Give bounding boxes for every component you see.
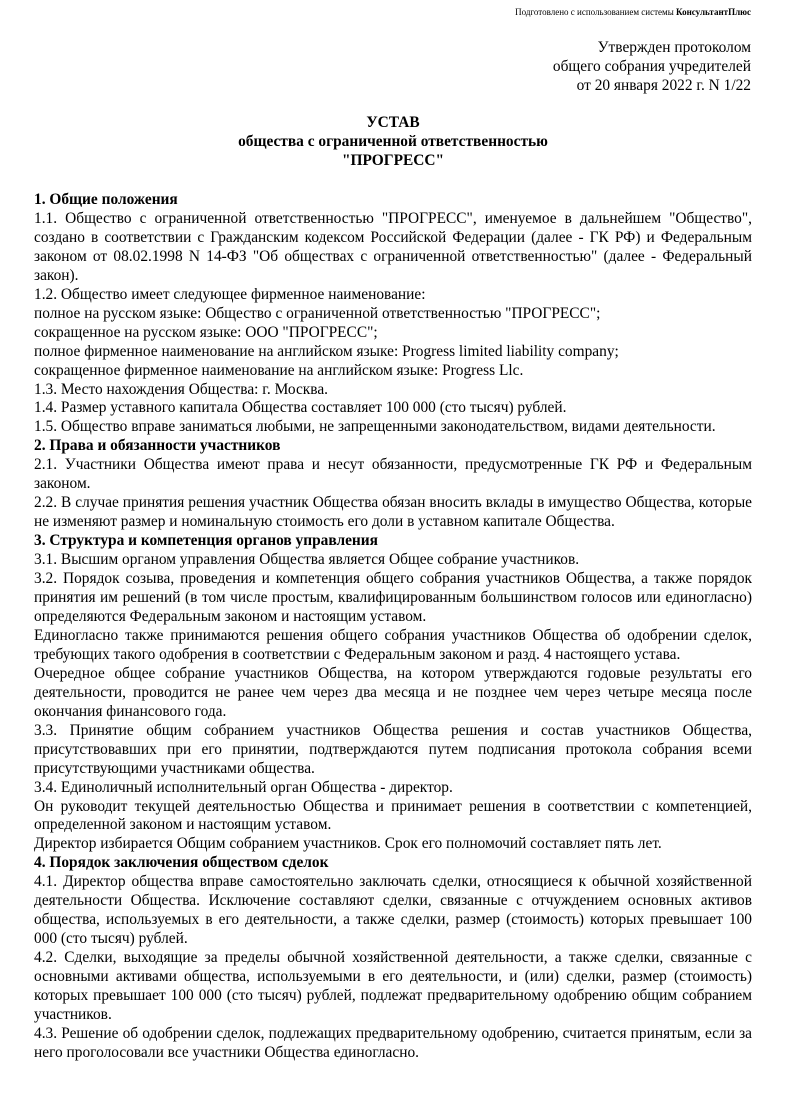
paragraph-3-4-duties: Он руководит текущей деятельностью Общества и принимает решения в соответствии с компетенцией, определенной законом и настоящим уставом. bbox=[34, 797, 752, 834]
paragraph-1-2-short-ru: сокращенное на русском языке: ООО "ПРОГРЕСС"; bbox=[34, 323, 378, 341]
paragraph-3-3: 3.3. Принятие общим собранием участников Общества решения и состав участников Общества, присутствовавших при его принятии, подтверждаются путем подписания протокола собрания всеми присутствующими участниками общества. bbox=[34, 721, 752, 777]
paragraph-1-2-full-ru: полное на русском языке: Общество с ограниченной ответственностью "ПРОГРЕСС"; bbox=[34, 304, 601, 322]
title-line-1: УСТАВ bbox=[366, 114, 420, 131]
paragraph-2-2: 2.2. В случае принятия решения участник Общества обязан вносить вклады в имущество Общества, которые не изменяют размер и номинальную стоимость его доли в уставном капитале Общества. bbox=[34, 494, 752, 531]
title-line-2: общества с ограниченной ответственностью bbox=[238, 133, 548, 150]
paragraph-1-2: 1.2. Общество имеет следующее фирменное наименование: bbox=[34, 285, 426, 303]
approval-line-1: Утвержден протоколом bbox=[597, 39, 751, 56]
paragraph-3-2-unanimous: Единогласно также принимаются решения общего собрания участников Общества об одобрении сделок, требующих такого одобрения в соответствии с Федеральным законом и разд. 4 настоящего устава. bbox=[34, 626, 752, 663]
approval-line-2: общего собрания учредителей bbox=[552, 58, 751, 75]
paragraph-3-2-annual: Очередное общее собрание участников Общества, на котором утверждаются годовые результаты его деятельности, проводится не ранее чем через два месяца и не позднее чем через четыре месяца после окончания финансового года. bbox=[34, 664, 752, 720]
approval-block bbox=[553, 38, 751, 95]
paragraph-3-1: 3.1. Высшим органом управления Общества является Общее собрание участников. bbox=[34, 551, 580, 569]
header-note-prefix: Подготовлено с использованием системы bbox=[515, 7, 677, 17]
document-title bbox=[34, 113, 752, 170]
paragraph-3-4-term: Директор избирается Общим собранием участников. Срок его полномочий составляет пять лет. bbox=[34, 835, 662, 853]
paragraph-1-1: 1.1. Общество с ограниченной ответственностью "ПРОГРЕСС", именуемое в дальнейшем "Общество", создано в соответствии с Гражданским кодексом Российской Федерации (далее - ГК РФ) и Федеральным законом от 08.02.1998 N 14-ФЗ "Об обществах с ограниченной ответственностью" (далее - Федеральный закон). bbox=[34, 209, 752, 284]
section-4-heading: 4. Порядок заключения обществом сделок bbox=[34, 854, 329, 872]
header-note bbox=[515, 6, 751, 18]
paragraph-3-4: 3.4. Единоличный исполнительный орган Общества - директор. bbox=[34, 778, 453, 796]
paragraph-4-3: 4.3. Решение об одобрении сделок, подлежащих предварительному одобрению, считается принятым, если за него проголосовали все участники Общества единогласно. bbox=[34, 1024, 752, 1061]
paragraph-1-4: 1.4. Размер уставного капитала Общества составляет 100 000 (сто тысяч) рублей. bbox=[34, 399, 567, 417]
section-3-heading: 3. Структура и компетенция органов управления bbox=[34, 532, 378, 550]
paragraph-4-2: 4.2. Сделки, выходящие за пределы обычной хозяйственной деятельности, а также сделки, связанные с основными активами общества, используемыми в его деятельности, и (или) сделки, размер (стоимость) которых превышает 100 000 (сто тысяч) рублей, подлежат предварительному одобрению общим собранием участников. bbox=[34, 949, 752, 1023]
paragraph-1-5: 1.5. Общество вправе заниматься любыми, не запрещенными законодательством, видами деятельности. bbox=[34, 418, 716, 436]
header-note-system: КонсультантПлюс bbox=[676, 7, 751, 17]
paragraph-4-1: 4.1. Директор общества вправе самостоятельно заключать сделки, относящиеся к обычной хозяйственной деятельности Общества. Исключение составляют сделки, связанные с отчуждением основных активов общества, используемых в его деятельности, а также сделки, размер (стоимость) которых превышает 100 000 (сто тысяч) рублей. bbox=[34, 873, 752, 948]
section-1-heading: 1. Общие положения bbox=[34, 191, 178, 208]
paragraph-3-2: 3.2. Порядок созыва, проведения и компетенция общего собрания участников Общества, а также порядок принятия им решений (в том числе простым, квалифицированным большинством голосов или единогласно) определяются Федеральным законом и настоящим уставом. bbox=[34, 570, 752, 625]
paragraph-1-2-full-en: полное фирменное наименование на английском языке: Progress limited liability company; bbox=[34, 342, 619, 360]
section-2-heading: 2. Права и обязанности участников bbox=[34, 437, 281, 455]
document-body bbox=[34, 191, 752, 1063]
paragraph-1-2-short-en: сокращенное фирменное наименование на английском языке: Progress Llc. bbox=[34, 361, 524, 379]
paragraph-1-3: 1.3. Место нахождения Общества: г. Москва. bbox=[34, 380, 328, 398]
title-line-3: "ПРОГРЕСС" bbox=[341, 152, 445, 169]
paragraph-2-1: 2.1. Участники Общества имеют права и несут обязанности, предусмотренные ГК РФ и Федеральным законом. bbox=[34, 456, 752, 493]
approval-line-3: от 20 января 2022 г. N 1/22 bbox=[576, 77, 751, 94]
